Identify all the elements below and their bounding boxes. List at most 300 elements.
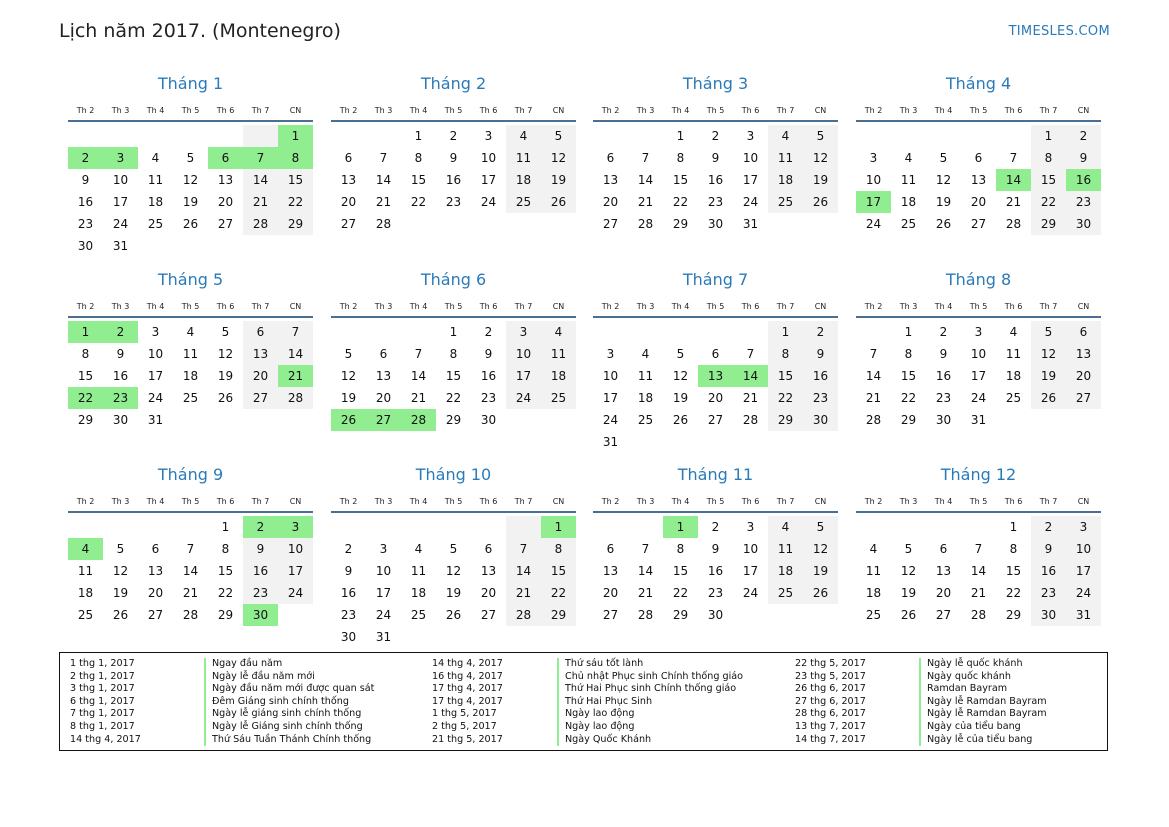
day-cell: 23 bbox=[243, 582, 278, 604]
empty-day-cell bbox=[698, 431, 733, 453]
day-cell: 22 bbox=[541, 582, 576, 604]
holiday-day-cell: 6 bbox=[208, 147, 243, 169]
day-cell: 28 bbox=[506, 604, 541, 626]
day-cell: 2 bbox=[484, 325, 493, 339]
empty-day-cell bbox=[366, 125, 401, 147]
day-cell: 26 bbox=[672, 413, 689, 427]
holiday-day-cell: 3 bbox=[278, 516, 313, 538]
day-cell: 20 bbox=[602, 195, 619, 209]
day-cell: 12 bbox=[217, 347, 234, 361]
day-cell: 7 bbox=[379, 151, 388, 165]
day-grid bbox=[593, 318, 838, 453]
day-cell: 29 bbox=[445, 413, 462, 427]
day-cell: 27 bbox=[970, 217, 987, 231]
day-cell: 19 bbox=[935, 195, 952, 209]
weekday-label: Th 3 bbox=[111, 106, 130, 115]
day-cell: 14 bbox=[970, 564, 987, 578]
day-cell: 9 bbox=[803, 343, 838, 365]
day-cell: 8 bbox=[81, 347, 90, 361]
day-cell: 29 bbox=[672, 608, 689, 622]
day-cell: 8 bbox=[221, 542, 230, 556]
day-cell: 7 bbox=[278, 321, 313, 343]
weekday-label: Th 4 bbox=[146, 106, 165, 115]
holiday-day-cell: 4 bbox=[68, 538, 103, 560]
day-cell: 26 bbox=[541, 191, 576, 213]
day-cell: 25 bbox=[147, 217, 164, 231]
page-title: Lịch năm 2017. (Montenegro) bbox=[59, 20, 341, 42]
day-cell: 28 bbox=[865, 413, 882, 427]
legend-date: 14 thg 4, 2017 bbox=[70, 733, 141, 745]
empty-day-cell bbox=[366, 516, 401, 538]
day-cell: 26 bbox=[112, 608, 129, 622]
legend-holiday-name: Ngày lễ Ramdan Bayram bbox=[919, 696, 1047, 709]
day-cell: 14 bbox=[637, 173, 654, 187]
day-cell: 25 bbox=[541, 387, 576, 409]
weekday-label: Th 7 bbox=[1039, 106, 1058, 115]
day-cell: 4 bbox=[768, 125, 803, 147]
day-cell: 13 bbox=[147, 564, 164, 578]
day-cell: 17 bbox=[602, 391, 619, 405]
day-cell: 2 bbox=[939, 325, 948, 339]
day-cell: 1 bbox=[449, 325, 458, 339]
weekday-label: Th 6 bbox=[216, 106, 235, 115]
day-cell: 27 bbox=[147, 608, 164, 622]
holiday-day-cell: 16 bbox=[1066, 169, 1101, 191]
day-cell: 7 bbox=[641, 151, 650, 165]
empty-day-cell bbox=[506, 626, 541, 648]
month-calendar bbox=[68, 269, 313, 453]
day-cell: 4 bbox=[414, 542, 423, 556]
holiday-day-cell: 23 bbox=[103, 387, 138, 409]
month-name: Tháng 4 bbox=[945, 74, 1012, 93]
day-cell: 23 bbox=[935, 391, 952, 405]
day-cell: 14 bbox=[243, 169, 278, 191]
day-cell: 12 bbox=[803, 147, 838, 169]
weekday-label: Th 3 bbox=[111, 497, 130, 506]
empty-day-cell bbox=[173, 409, 208, 431]
legend-date: 28 thg 6, 2017 bbox=[795, 708, 866, 720]
empty-day-cell bbox=[471, 213, 506, 235]
day-cell: 23 bbox=[707, 586, 724, 600]
day-cell: 16 bbox=[243, 560, 278, 582]
day-cell: 11 bbox=[900, 173, 917, 187]
day-cell: 4 bbox=[1009, 325, 1018, 339]
day-cell: 12 bbox=[803, 538, 838, 560]
day-cell: 26 bbox=[217, 391, 234, 405]
day-cell: 24 bbox=[742, 586, 759, 600]
day-cell: 20 bbox=[1066, 365, 1101, 387]
day-grid bbox=[331, 122, 576, 257]
month-name: Tháng 12 bbox=[940, 465, 1017, 484]
day-cell: 28 bbox=[637, 608, 654, 622]
legend-date: 21 thg 5, 2017 bbox=[432, 733, 503, 745]
weekday-label: Th 5 bbox=[444, 106, 463, 115]
day-cell: 29 bbox=[278, 213, 313, 235]
day-cell: 8 bbox=[541, 538, 576, 560]
weekday-label: Th 3 bbox=[899, 497, 918, 506]
day-cell: 22 bbox=[900, 391, 917, 405]
day-grid bbox=[856, 318, 1101, 453]
day-cell: 18 bbox=[900, 195, 917, 209]
legend-date: 16 thg 4, 2017 bbox=[432, 670, 503, 682]
day-cell: 12 bbox=[1031, 343, 1066, 365]
day-cell: 24 bbox=[480, 195, 497, 209]
day-cell: 29 bbox=[541, 604, 576, 626]
day-cell: 8 bbox=[1031, 147, 1066, 169]
weekday-label: CN bbox=[1077, 497, 1090, 506]
day-cell: 19 bbox=[217, 369, 234, 383]
empty-day-cell bbox=[803, 213, 838, 235]
empty-day-cell bbox=[401, 516, 436, 538]
weekday-label: Th 7 bbox=[776, 302, 795, 311]
day-cell: 23 bbox=[707, 195, 724, 209]
day-cell: 23 bbox=[803, 387, 838, 409]
day-cell: 22 bbox=[672, 586, 689, 600]
day-cell: 23 bbox=[1066, 191, 1101, 213]
weekday-label: Th 3 bbox=[374, 106, 393, 115]
weekday-label: Th 6 bbox=[741, 106, 760, 115]
day-cell: 4 bbox=[768, 516, 803, 538]
day-cell: 18 bbox=[541, 365, 576, 387]
legend-holiday-name: Thứ sáu tốt lành bbox=[557, 658, 743, 671]
day-cell: 4 bbox=[151, 151, 160, 165]
day-cell: 20 bbox=[147, 586, 164, 600]
weekday-label: CN bbox=[814, 106, 827, 115]
legend-holiday-name: Ngày lao động bbox=[557, 708, 743, 721]
day-cell: 10 bbox=[480, 151, 497, 165]
legend-holiday-name: Thứ Sáu Tuần Thánh Chính thống bbox=[204, 734, 374, 747]
legend-holiday-name: Ngày quốc khánh bbox=[919, 671, 1047, 684]
day-cell: 19 bbox=[900, 586, 917, 600]
legend-date: 13 thg 7, 2017 bbox=[795, 720, 866, 732]
day-cell: 28 bbox=[182, 608, 199, 622]
day-cell: 28 bbox=[278, 387, 313, 409]
legend-date: 17 thg 4, 2017 bbox=[432, 695, 503, 707]
day-cell: 13 bbox=[340, 173, 357, 187]
empty-day-cell bbox=[68, 125, 103, 147]
day-cell: 30 bbox=[112, 413, 129, 427]
day-cell: 25 bbox=[506, 191, 541, 213]
weekday-label: Th 5 bbox=[444, 302, 463, 311]
empty-day-cell bbox=[961, 516, 996, 538]
day-cell: 25 bbox=[410, 608, 427, 622]
weekday-header bbox=[331, 95, 576, 115]
day-cell: 15 bbox=[672, 173, 689, 187]
empty-day-cell bbox=[103, 125, 138, 147]
day-cell: 18 bbox=[865, 586, 882, 600]
weekday-label: Th 7 bbox=[1039, 302, 1058, 311]
month-calendar bbox=[856, 73, 1101, 257]
empty-day-cell bbox=[768, 431, 803, 453]
holiday-day-cell: 30 bbox=[243, 604, 278, 626]
day-cell: 11 bbox=[1005, 347, 1022, 361]
day-cell: 5 bbox=[1031, 321, 1066, 343]
day-cell: 8 bbox=[768, 343, 803, 365]
day-cell: 25 bbox=[865, 608, 882, 622]
empty-day-cell bbox=[436, 516, 471, 538]
day-cell: 31 bbox=[602, 435, 619, 449]
legend-date-column bbox=[795, 658, 866, 746]
day-cell: 12 bbox=[445, 564, 462, 578]
day-cell: 7 bbox=[641, 542, 650, 556]
legend-holiday-name: Ngày lễ quốc khánh bbox=[919, 658, 1047, 671]
legend-date: 2 thg 1, 2017 bbox=[70, 670, 135, 682]
empty-day-cell bbox=[628, 321, 663, 343]
day-cell: 10 bbox=[278, 538, 313, 560]
day-cell: 26 bbox=[1031, 387, 1066, 409]
day-cell: 20 bbox=[707, 391, 724, 405]
month-calendar bbox=[331, 464, 576, 648]
day-cell: 17 bbox=[742, 564, 759, 578]
day-cell: 18 bbox=[506, 169, 541, 191]
day-cell: 21 bbox=[865, 391, 882, 405]
day-cell: 18 bbox=[147, 195, 164, 209]
day-grid bbox=[856, 513, 1101, 648]
empty-day-cell bbox=[663, 431, 698, 453]
holiday-day-cell: 17 bbox=[856, 191, 891, 213]
weekday-label: Th 5 bbox=[969, 302, 988, 311]
day-cell: 16 bbox=[480, 369, 497, 383]
month-calendar bbox=[593, 464, 838, 648]
day-cell: 11 bbox=[77, 564, 94, 578]
empty-day-cell bbox=[138, 125, 173, 147]
day-cell: 23 bbox=[77, 217, 94, 231]
weekday-label: Th 5 bbox=[969, 106, 988, 115]
day-cell: 5 bbox=[541, 125, 576, 147]
day-cell: 19 bbox=[803, 169, 838, 191]
weekday-label: CN bbox=[552, 106, 565, 115]
day-cell: 14 bbox=[278, 343, 313, 365]
day-cell: 4 bbox=[869, 542, 878, 556]
empty-day-cell bbox=[208, 125, 243, 147]
legend-date: 23 thg 5, 2017 bbox=[795, 670, 866, 682]
weekday-label: Th 3 bbox=[899, 302, 918, 311]
day-cell: 30 bbox=[340, 630, 357, 644]
day-cell: 2 bbox=[1031, 516, 1066, 538]
day-cell: 13 bbox=[602, 173, 619, 187]
day-cell: 17 bbox=[375, 586, 392, 600]
weekday-label: Th 2 bbox=[339, 106, 358, 115]
day-cell: 29 bbox=[1005, 608, 1022, 622]
holiday-day-cell: 26 bbox=[331, 409, 366, 431]
day-cell: 21 bbox=[970, 586, 987, 600]
day-cell: 25 bbox=[637, 413, 654, 427]
day-cell: 5 bbox=[803, 516, 838, 538]
legend-name-column bbox=[557, 658, 743, 746]
day-cell: 24 bbox=[602, 413, 619, 427]
empty-day-cell bbox=[541, 626, 576, 648]
day-cell: 18 bbox=[182, 369, 199, 383]
legend-holiday-name: Đêm Giáng sinh chính thống bbox=[204, 696, 374, 709]
weekday-label: Th 2 bbox=[339, 302, 358, 311]
day-cell: 11 bbox=[410, 564, 427, 578]
weekday-label: Th 6 bbox=[741, 497, 760, 506]
legend-date: 6 thg 1, 2017 bbox=[70, 695, 135, 707]
day-cell: 12 bbox=[935, 173, 952, 187]
weekday-label: Th 5 bbox=[969, 497, 988, 506]
day-cell: 23 bbox=[445, 195, 462, 209]
day-cell: 5 bbox=[676, 347, 685, 361]
day-cell: 16 bbox=[707, 564, 724, 578]
weekday-label: Th 4 bbox=[934, 106, 953, 115]
day-cell: 7 bbox=[746, 347, 755, 361]
day-grid bbox=[856, 122, 1101, 257]
day-cell: 16 bbox=[77, 195, 94, 209]
day-cell: 6 bbox=[1066, 321, 1101, 343]
day-cell: 24 bbox=[278, 582, 313, 604]
day-cell: 7 bbox=[974, 542, 983, 556]
day-cell: 17 bbox=[480, 173, 497, 187]
empty-day-cell bbox=[856, 321, 891, 343]
day-cell: 30 bbox=[1031, 604, 1066, 626]
empty-day-cell bbox=[961, 125, 996, 147]
month-name: Tháng 6 bbox=[420, 270, 487, 289]
day-cell: 31 bbox=[112, 239, 129, 253]
weekday-label: Th 5 bbox=[706, 302, 725, 311]
weekday-label: Th 2 bbox=[864, 106, 883, 115]
day-cell: 10 bbox=[1066, 538, 1101, 560]
day-cell: 13 bbox=[375, 369, 392, 383]
month-calendar bbox=[593, 269, 838, 453]
day-cell: 23 bbox=[480, 391, 497, 405]
legend-holiday-name: Chủ nhật Phục sinh Chính thống giáo bbox=[557, 671, 743, 684]
day-cell: 20 bbox=[935, 586, 952, 600]
day-cell: 9 bbox=[1066, 147, 1101, 169]
holiday-legend bbox=[59, 652, 1108, 751]
day-cell: 30 bbox=[935, 413, 952, 427]
day-cell: 22 bbox=[672, 195, 689, 209]
empty-day-cell bbox=[138, 235, 173, 257]
day-cell: 13 bbox=[602, 564, 619, 578]
legend-name-column bbox=[919, 658, 1047, 746]
day-cell: 19 bbox=[1031, 365, 1066, 387]
empty-day-cell bbox=[68, 516, 103, 538]
day-cell: 27 bbox=[935, 608, 952, 622]
day-cell: 3 bbox=[869, 151, 878, 165]
day-cell: 28 bbox=[970, 608, 987, 622]
weekday-label: CN bbox=[289, 302, 302, 311]
day-cell: 18 bbox=[768, 560, 803, 582]
day-cell: 10 bbox=[970, 347, 987, 361]
site-link[interactable]: TIMESLES.COM bbox=[1008, 24, 1110, 39]
empty-day-cell bbox=[698, 321, 733, 343]
day-cell: 15 bbox=[1031, 169, 1066, 191]
empty-day-cell bbox=[436, 213, 471, 235]
empty-day-cell bbox=[663, 321, 698, 343]
day-cell: 30 bbox=[77, 239, 94, 253]
weekday-label: Th 7 bbox=[514, 497, 533, 506]
empty-day-cell bbox=[173, 235, 208, 257]
day-cell: 9 bbox=[344, 564, 353, 578]
weekday-label: CN bbox=[289, 106, 302, 115]
day-cell: 16 bbox=[112, 369, 129, 383]
day-cell: 5 bbox=[344, 347, 353, 361]
day-cell: 10 bbox=[865, 173, 882, 187]
day-cell: 6 bbox=[379, 347, 388, 361]
empty-day-cell bbox=[366, 321, 401, 343]
day-cell: 3 bbox=[484, 129, 493, 143]
empty-day-cell bbox=[996, 409, 1031, 431]
month-name: Tháng 1 bbox=[157, 74, 224, 93]
day-cell: 20 bbox=[217, 195, 234, 209]
empty-day-cell bbox=[401, 213, 436, 235]
day-cell: 5 bbox=[449, 542, 458, 556]
weekday-header bbox=[856, 95, 1101, 115]
weekday-header bbox=[68, 95, 313, 115]
day-cell: 13 bbox=[480, 564, 497, 578]
empty-day-cell bbox=[243, 125, 278, 147]
weekday-label: Th 7 bbox=[776, 106, 795, 115]
day-cell: 17 bbox=[970, 369, 987, 383]
day-cell: 16 bbox=[1031, 560, 1066, 582]
day-cell: 15 bbox=[77, 369, 94, 383]
day-cell: 12 bbox=[672, 369, 689, 383]
day-cell: 27 bbox=[480, 608, 497, 622]
day-cell: 28 bbox=[375, 217, 392, 231]
day-cell: 8 bbox=[904, 347, 913, 361]
day-cell: 13 bbox=[1066, 343, 1101, 365]
day-cell: 3 bbox=[974, 325, 983, 339]
empty-day-cell bbox=[996, 125, 1031, 147]
holiday-day-cell: 14 bbox=[733, 365, 768, 387]
day-cell: 24 bbox=[506, 387, 541, 409]
empty-day-cell bbox=[628, 516, 663, 538]
month-name: Tháng 11 bbox=[677, 465, 754, 484]
day-cell: 1 bbox=[676, 129, 685, 143]
day-cell: 1 bbox=[1009, 520, 1018, 534]
day-cell: 30 bbox=[1066, 213, 1101, 235]
day-cell: 31 bbox=[970, 413, 987, 427]
day-cell: 8 bbox=[1009, 542, 1018, 556]
day-cell: 6 bbox=[939, 542, 948, 556]
legend-holiday-name: Ngày lễ đầu năm mới bbox=[204, 671, 374, 684]
weekday-header bbox=[856, 291, 1101, 311]
day-cell: 16 bbox=[445, 173, 462, 187]
day-cell: 11 bbox=[541, 343, 576, 365]
day-grid bbox=[68, 513, 313, 648]
day-cell: 5 bbox=[939, 151, 948, 165]
weekday-label: Th 2 bbox=[601, 106, 620, 115]
day-grid bbox=[331, 513, 576, 648]
day-cell: 27 bbox=[602, 608, 619, 622]
weekday-label: Th 4 bbox=[934, 302, 953, 311]
empty-day-cell bbox=[278, 409, 313, 431]
empty-day-cell bbox=[506, 409, 541, 431]
month-name: Tháng 8 bbox=[945, 270, 1012, 289]
month-calendar bbox=[856, 269, 1101, 453]
weekday-label: Th 3 bbox=[636, 106, 655, 115]
day-cell: 2 bbox=[711, 520, 720, 534]
day-cell: 30 bbox=[803, 409, 838, 431]
day-cell: 28 bbox=[742, 413, 759, 427]
day-cell: 15 bbox=[1005, 564, 1022, 578]
day-cell: 26 bbox=[935, 217, 952, 231]
holiday-day-cell: 1 bbox=[663, 516, 698, 538]
empty-day-cell bbox=[856, 125, 891, 147]
legend-date: 14 thg 7, 2017 bbox=[795, 733, 866, 745]
day-cell: 16 bbox=[935, 369, 952, 383]
holiday-day-cell: 2 bbox=[243, 516, 278, 538]
day-cell: 12 bbox=[112, 564, 129, 578]
day-cell: 14 bbox=[375, 173, 392, 187]
empty-day-cell bbox=[891, 125, 926, 147]
day-cell: 15 bbox=[445, 369, 462, 383]
weekday-label: Th 4 bbox=[409, 302, 428, 311]
month-name: Tháng 10 bbox=[415, 465, 492, 484]
day-cell: 22 bbox=[278, 191, 313, 213]
day-cell: 28 bbox=[1005, 217, 1022, 231]
day-cell: 18 bbox=[768, 169, 803, 191]
